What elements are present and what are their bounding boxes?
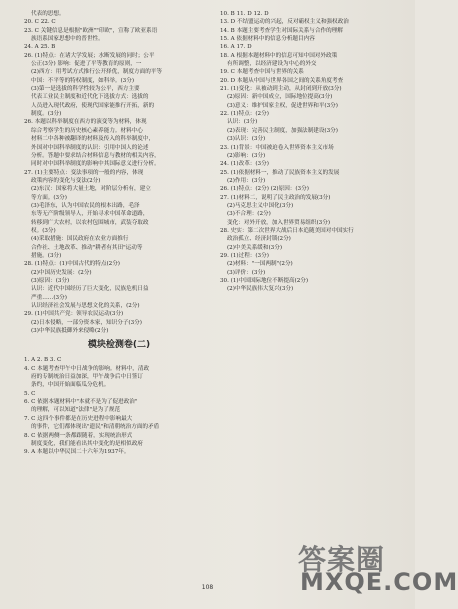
answer-line: 26. (1)特点：在诸大学发展；水断发展的同时；公平 — [24, 52, 155, 59]
answer-line: 材料二中各种被翻译的材料及传入的科举制度中， — [31, 136, 155, 143]
answer-line: 26. 本题以科举制度在西方的演变等为材料，体现 — [24, 119, 147, 126]
answer-line: 人员进入现代政府，使现代国家能推行开拓，新的 — [31, 102, 155, 109]
answer-line: (2)影响：(3分) — [227, 152, 266, 159]
answer-line: 外国对中国科举制度的认识：引用中国人的论述 — [31, 144, 149, 151]
answer-line: (3)认识：(3分) — [227, 136, 266, 143]
answer-line: 变化：对外开放，加入世界贸易组织(3分) — [227, 219, 331, 226]
answer-line: 23. (1)背景：中国被迫卷入世界资本主义市场 — [220, 144, 334, 151]
answer-line: (3)毛泽东，认为中国农民的根本出路，毛泽 — [31, 202, 140, 209]
answer-line: (3)意义：维护国家主权，促进世界和平(3分) — [227, 102, 338, 109]
answer-line: 14. B 本题主要考查学生对国际关系与合作的理解 — [220, 27, 343, 34]
answer-line: 25. (1)依据材料一，推动了民族资本主义的发展 — [220, 169, 340, 176]
answer-line: 措施。(3分) — [31, 252, 62, 259]
left-column — [24, 10, 214, 457]
answer-line: 24. A 25. B — [24, 44, 56, 51]
answer-line: 转移到广大农村，以农村包围城市，武装夺取政 — [31, 219, 149, 226]
answer-line: 8. C 依据两侧一条都跟随着，实现统治形式 — [24, 432, 133, 439]
answer-line: 21. (1)变化：从被动到主动，从封闭到开放(3分) — [220, 86, 342, 93]
answer-line: 代表的思想。 — [31, 11, 65, 17]
answer-line: (3)评价：(3分) — [227, 269, 266, 276]
answer-line: 分析。答题中要求结合材料信息与教材的相关内容， — [31, 152, 160, 159]
answer-line: 6. C 依据本题材料中"本就不是为了促进政治" — [24, 399, 138, 406]
answer-line: 23. C 关键信息是根据"欧洲""印欧"，宣称了欧亚系语 — [24, 27, 158, 34]
answer-line: (2)中美关系缓和(3分) — [227, 244, 283, 251]
answer-line: 7. C 这四个事件都是在历史进程中影响最大 — [24, 415, 133, 422]
answer-line: (3)第一是选拔的科学性较为公平，西方主要 — [31, 86, 140, 93]
answer-line: 条约，中国开始面临瓜分危机。 — [31, 382, 110, 389]
answer-line: 4. C 本题考查甲午中日战争的影响。材料中，清政 — [24, 365, 150, 372]
answer-line: (2)中华民族伟大复兴(3分) — [227, 286, 294, 293]
answer-line: 27. (1)材料二，说明了民主政治的发展(3分) — [220, 194, 331, 201]
answer-line: 东等无产阶级领导人，开始寻求中国革命道路， — [31, 211, 149, 218]
answer-line: 代表工业民主制度和近代化下选拔方式：选拔的 — [31, 94, 149, 101]
answer-line: (3)不合理：(2分) — [227, 211, 271, 218]
answer-line: 的理解，可以知道"法律"是为了规范 — [31, 407, 121, 414]
answer-line: 27. (1)主要特点：变法事项的一般的内容，体现 — [24, 169, 144, 176]
answer-line: 综合考察学生的历史核心素养能力。材料中心 — [31, 127, 143, 134]
answer-line: 19. C 本题考查中国与世界的关系 — [220, 69, 304, 76]
section-title: 模块检测卷(二) — [87, 340, 151, 351]
answer-line: 制度变化，我们能看出其中变化的是相似政府 — [31, 440, 143, 447]
answer-line: 22. (1)特点：(2分) — [220, 111, 269, 118]
answer-line: 28. (1)特点：(1)中国古代的特点(2分) — [24, 261, 120, 268]
answer-line: 15. A 依据材料中的信息分析题目内容 — [220, 36, 315, 43]
answer-line: 5. C — [24, 390, 36, 397]
answer-line: (2)作用：(3分) — [227, 177, 266, 184]
answer-line: 9. A 本题以中华民国二十六年为1937年。 — [24, 449, 130, 456]
watermark-logo — [298, 538, 458, 600]
page-number: 108 — [201, 584, 214, 591]
answer-line: (2)日本侵略，一部分资本家，知识分子(3分) — [31, 319, 142, 326]
answer-line: 28. 史实：第二次世界大战后日本追随美国对中国实行 — [220, 227, 354, 234]
answer-line: 13. D 不结盟运动的兴起，反对霸权主义和强权政治 — [220, 19, 349, 26]
answer-line: 政策内容的变化与变法(2分) — [31, 177, 101, 184]
answer-line: 族语系国家思想中的普世性。 — [31, 36, 104, 43]
answer-line: 30. (1)中国国际地位不断提高(2分) — [220, 278, 309, 284]
answer-line: 有所调整，以经济建设为中心的外交 — [227, 61, 317, 68]
answer-line: 中国：不平等的特权制度，如科举。(3分) — [31, 77, 135, 84]
answer-line: (2)马克思主义中国化(3分) — [227, 202, 294, 209]
answer-line: 公正(3分) 影响：促进了平等教育的原则，一 — [31, 61, 142, 68]
answer-line: (2)表现：完善民主制度，加强法制建设(3分) — [227, 127, 338, 134]
answer-line: 18. A 根据本题材料中的信息可知中国对外政策 — [220, 52, 338, 59]
answer-line: (4)采取措施：国民政府在农业方面推行 — [31, 236, 129, 243]
answer-line: (2)材料："一国两制"(2分) — [227, 261, 293, 268]
answer-line: 合作社、土地改革、推动"耕者有其田"运动等 — [31, 244, 143, 251]
answer-line: (2)西方：用考试方式推行公开择优，制度方面的平等 — [31, 69, 162, 76]
answer-line: 20. C 22. C — [24, 19, 56, 26]
answer-line: (2)东汉：国家将大量土地，对阶层分析有，建立 — [31, 186, 151, 193]
answer-line: 政治孤立、经济封锁(2分) — [227, 236, 291, 243]
answer-line: (3)中华民族抵御外来侵略(2分) — [31, 328, 109, 335]
watermark-text-top: 答案圈 — [298, 543, 386, 576]
answer-line: (2)中国历史发展：(2分) — [31, 269, 92, 276]
answer-line: 同时对中国科举制度的影响中其国际意义进行分析。 — [31, 161, 160, 168]
answer-line: 16. A 17. D — [220, 44, 252, 51]
answer-line: 认识：(3分) — [227, 119, 258, 126]
answer-line: 的事件，它们都体现出"遗民"和清朝统治方面的矛盾 — [31, 424, 160, 431]
answer-line: 24. (1)改革：(3分) — [220, 161, 269, 168]
answer-line: 权。(3分) — [31, 227, 56, 234]
answer-line: 29. (1)中国共产党：领导农民运动(3分) — [24, 311, 124, 318]
answer-line: 认识经济社会发展与思想文化的关系，(2分) — [31, 303, 140, 310]
answer-line: 府的专制统治日益加深，甲午战争后中日签订 — [31, 374, 143, 381]
answer-line: 26. (1)特点：(2分) (2)原因：(3分) — [220, 186, 309, 193]
answer-line: 认识：近代中国经历了巨大变化，民族危机日益 — [31, 286, 149, 293]
answer-line: 1. A 2. B 3. C — [24, 357, 62, 364]
answer-line: 制度。(3分) — [31, 111, 62, 118]
watermark-text-bottom: MXQE.COM — [300, 568, 458, 596]
answer-line: 10. B 11. D 12. D — [220, 11, 269, 17]
answer-line: (2)原因：新中国成立，国际地位提高(3分) — [227, 94, 333, 101]
right-column — [220, 10, 400, 294]
answer-line: 等方面。(3分) — [31, 194, 67, 201]
answer-line: 严重……(3分) — [31, 294, 67, 301]
answer-line: 20. D 本题从中国与世界各国之间的关系角度考查 — [220, 77, 344, 84]
answer-line: (3)原因：(3分) — [31, 278, 70, 284]
answer-line: 29. (1)过程：(3分) — [220, 252, 269, 259]
